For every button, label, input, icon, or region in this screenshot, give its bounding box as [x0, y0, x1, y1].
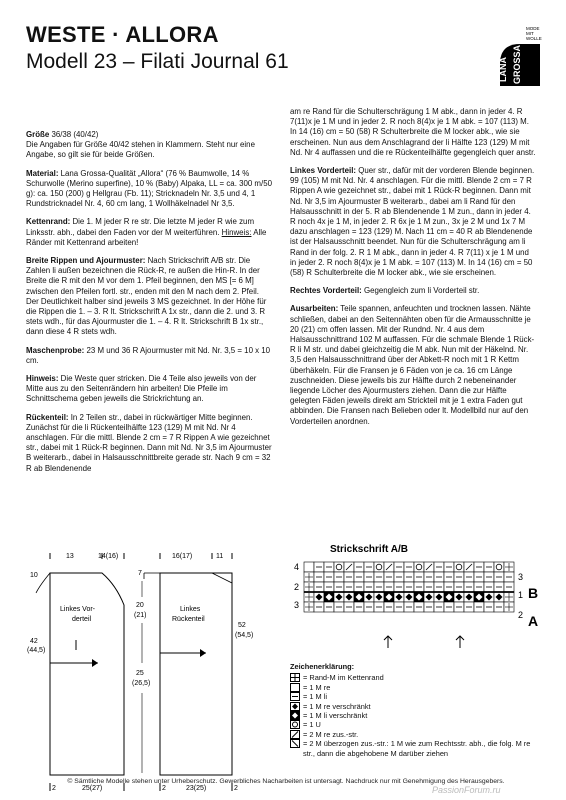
rechtes-vorderteil-label: Rechtes Vorderteil:: [290, 286, 362, 296]
dim-16-17: 16(17): [172, 553, 193, 560]
kettenrand-hinweis-text: Alle Ränder mit Kettenrand arbeiten!: [26, 227, 267, 247]
umschlag-icon: [290, 720, 300, 729]
legend-text: = 1 M re verschränkt: [303, 701, 371, 711]
legend-text: = 1 M li: [303, 692, 328, 702]
page-subtitle: Modell 23 – Filati Journal 61: [26, 50, 289, 73]
legend-text: = 1 M li verschränkt: [303, 711, 368, 721]
row-label-2: 2: [294, 582, 300, 592]
chart-cell: [414, 562, 424, 572]
linkes-vorderteil-text: Quer str., dafür mit der vorderen Blende beginnen. 99 (105) M mit Nd. Nr. 4 anschlagen. Für die mittl. Blende 2 cm = 7 R Rippen A wie gezeichnet str., dabei mit 1 Rück-R beginnen. Dann mit Nd. Nr 3,5 im Ajourmuster B weiterarb., dabei am li Rand für den Halsausschnitt in der 5. R ab Blendenende 1 M zun., dann in jeder 4. R noch 4x je 1 M, in jeder 2. R 6x je 1 M zun., 3x je 2 M und 1x 7 M dazu anschlagen = 123 (129) M. Nach 11 cm = 40 R ab Blendenende ist der Halsausschnitt beendet. Nun für die Schulterschrägung am li Rand in der folg. 2. R 1 M abk., dann in jeder 4. R 7(11) x je 1 M und in jeder 2. R noch 8(4)x je 1 M abk. = 107 (113) M. In 14 (16) cm = 50 (58) R Schulterbreite die M locker abk., wie sie erscheinen.: [290, 166, 535, 278]
row-label-right-1: 1: [518, 590, 524, 600]
groesse-text: Die Angaben für Größe 40/42 stehen in Klammern. Steht nur eine Angabe, so gilt sie für beide Größen.: [26, 140, 255, 160]
groesse-label: Größe: [26, 130, 50, 139]
dim-52: 52: [238, 622, 246, 629]
label-b: B: [528, 585, 539, 601]
rippen-label: Breite Rippen und Ajourmuster:: [26, 256, 146, 266]
rueckenteil-label: Rückenteil:: [26, 412, 69, 422]
legend-text: = 1 U: [303, 720, 321, 730]
dim-11: 11: [216, 553, 224, 560]
rechtes-vorderteil-text: Gegengleich zum li Vorderteil str.: [361, 286, 480, 296]
legend-text: = 2 M re zus.-str.: [303, 729, 359, 739]
dim-10: 10: [30, 572, 38, 579]
legend-item: [290, 692, 540, 701]
copyright-footer: © Sämtliche Modelle stehen unter Urheberschutz. Gewerbliches Nacharbeiten ist untersagt. Nachdruck nur mit Genehmigung des Herausgebers.: [67, 778, 505, 785]
chart-grid: [304, 562, 514, 612]
svg-text:GROSSA: GROSSA: [512, 44, 522, 84]
legend-text: = Rand-M im Kettenrand: [303, 673, 384, 683]
m-li-icon: [290, 692, 300, 701]
kettenrand-text: Die 1. M jeder R re str. Die letzte M jeder R wie zum Linksstr. abh., dabei den Faden vor der M weiterführen.: [26, 217, 255, 237]
dim-42: 42: [30, 638, 38, 645]
lana-grossa-logo: [496, 24, 544, 90]
chart-cell: [374, 562, 384, 572]
dim-23-25: 23(25): [186, 785, 207, 792]
row-label-4: 4: [294, 562, 300, 572]
strickschrift-chart: [290, 540, 540, 660]
dim-bottom-2c: 2: [234, 785, 238, 792]
schnittschema-diagram: [26, 545, 266, 795]
svg-text:WOLLE: WOLLE: [526, 36, 542, 41]
m-li-verschraenkt-icon: [290, 711, 300, 720]
front-label-1: Linkes Vor-: [60, 606, 96, 613]
rand-m-icon: [290, 673, 300, 682]
kettenrand-hinweis-label: Hinweis:: [221, 227, 252, 237]
svg-text:MIT: MIT: [526, 31, 534, 36]
chart-cell: [454, 562, 464, 572]
label-a: A: [528, 613, 539, 629]
dim-bottom-2b: 2: [162, 785, 166, 792]
legend-title: Zeichenerklärung:: [290, 662, 355, 671]
rueckenteil-continued: am re Rand für die Schulterschrägung 1 M abk., dann in jeder 4. R 7(11)x je 1 M und in jeder 2. R noch 8(4)x je 1 M abk. = 107 (113) M. In 14 (16) cm = 50 (58) R Schulterbreite die M locker abk., wie sie erscheinen. Nun aus dem Anschlagrand der li Hälfte 123 (129) M mit Nd. Nr 4 auffassen und die re Rückenteilhälfte gegengleich quer anstr.: [290, 107, 536, 157]
dim-25-27: 25(27): [82, 785, 103, 792]
legend-text: = 1 M re: [303, 682, 331, 692]
legend-item: [290, 720, 540, 729]
row-label-3: 3: [294, 600, 300, 610]
legend-item: [290, 673, 540, 682]
dim-14-16-front: 14(16): [98, 553, 119, 560]
rueckenteil-text: In 2 Teilen str., dabei in rückwärtiger Mitte beginnen. Zunächst für die li Rückenteilhälfte 123 (129) M mit Nd. Nr 4 anschlagen. Für die mittl. Blende 2 cm = 7 R Rippen A wie gezeichnet str., dabei mit 1 Rück-R beginnen. Dann mit Nd. Nr 3,5 im Ajourmuster B weiterarb., dabei in Halsausschnittbreite gerade str. Nach 9 cm = 32 R ab Blendenende: [26, 412, 272, 473]
kettenrand-label: Kettenrand:: [26, 217, 71, 227]
dim-7: 7: [138, 570, 142, 577]
left-column: [26, 130, 272, 482]
m-re-verschraenkt-icon: [290, 702, 300, 711]
back-label-1: Linkes: [180, 606, 201, 613]
legend-item: [290, 711, 540, 720]
legend-item: [290, 702, 540, 711]
chart-cell: [334, 562, 344, 572]
maschenprobe-label: Maschenprobe:: [26, 345, 85, 355]
legend-text: = 2 M überzogen zus.-str.: 1 M wie zum Rechtsstr. abh., die folg. M re str., dann die abgehobene M darüber ziehen: [303, 739, 531, 758]
ausarbeiten-label: Ausarbeiten:: [290, 304, 339, 314]
hinweis-label: Hinweis:: [26, 374, 59, 384]
m-re-icon: [290, 683, 300, 692]
row-label-right-3: 3: [518, 572, 524, 582]
ueberzogen-icon: [290, 739, 300, 748]
svg-text:MODE: MODE: [526, 26, 540, 31]
dim-44-5: (44,5): [27, 647, 46, 654]
right-column: [290, 107, 536, 435]
dim-bottom-2a: 2: [52, 785, 56, 792]
re-zus-icon: [290, 730, 300, 739]
svg-text:LANA: LANA: [498, 57, 508, 82]
groesse-value: 36/38 (40/42): [49, 130, 99, 139]
dim-54-5: (54,5): [235, 632, 254, 639]
dim-13: 13: [66, 553, 74, 560]
row-label-right-2: 2: [518, 610, 524, 620]
maschenprobe-text: 23 M und 36 R Ajourmuster mit Nd. Nr. 3,5 = 10 x 10 cm.: [26, 345, 271, 365]
back-label-2: Rückenteil: [172, 616, 205, 623]
dim-25: 25: [136, 670, 144, 677]
dim-26-5: (26,5): [132, 680, 151, 687]
legend-item: [290, 739, 540, 758]
rippen-text: Nach Strickschrift A/B str. Die Zahlen li außen bezeichnen die Rück-R, re außen die Hin-R. In der Breite die R mit den M vor dem 1. Pfeil beginnen, den MS [= 6 M] zwischen den Pfeilen fortl. str., enden mit den M nach dem 2. Pfeil. Der Deutlichkeit halber sind jeweils 3 MS gezeichnet. In der Höhe für die Rippen die 1. – 3. R lt. Strickschrift A 1x str., dann die 2. und 3. R stets wdh., für das Ajourmuster die 1. – 4. R lt. Strickschrift B 1x str., dann diese 4 R stets wdh.: [26, 256, 267, 337]
linkes-vorderteil-label: Linkes Vorderteil:: [290, 166, 357, 176]
ausarbeiten-text: Teile spannen, anfeuchten und trocknen lassen. Nähte schließen, dabei an den Seitennähten oben für die Armausschnitte je 20 (21) cm offen lassen. Mit der Rundnd. Nr. 4 aus dem Halsausschnittrand 102 M auffassen. Für die schmale Blende 1 Rück-R li M str. und dabei gleichzeitig die M abk. Nun mit der Häkelnd. Nr. 3,5 den Halsausschnittrand über der Abkett-R noch mit 1 R Kettm überhäkeln. Für die Fransen je 6 Fäden von je ca. 16 cm Länge zuschneiden. Diese jeweils bis zur Hälfte durch 2 nebeneinander liegende Löcher des Ajourmusters ziehen. Dann die zur Hälfte gelegten Fäden jeweils direkt am Strickteil mit je 1 extra Faden gut abbinden. Die Fransen nach Belieben oder lt. Modellbild nur auf den Vorderteilen anordnen.: [290, 304, 535, 426]
front-label-2: derteil: [72, 616, 92, 623]
chart-cell: [494, 562, 504, 572]
material-text: Lana Grossa-Qualität „Allora“ (76 % Baumwolle, 14 % Schurwolle (Merino superfine), 10 % (Baby) Alpaka, LL = ca. 300 m/50 g): ca. 150 (200) g Hellgrau (Fb. 11); Stricknadeln Nr. 3,5 und 4, 1 Rundstricknadel Nr. 4, 60 cm lang, 1 Wollhäkelnadel Nr 3,5.: [26, 168, 272, 209]
watermark: PassionForum.ru: [432, 785, 501, 795]
chart-title: Strickschrift A/B: [330, 544, 408, 555]
legend: [290, 662, 540, 758]
hinweis-text: Die Weste quer stricken. Die 4 Teile also jeweils von der Mitte aus zu den Seitenrändern hin arbeiten! Die Pfeile im Schnittschema geben jeweils die Strickrichtung an.: [26, 374, 257, 404]
dim-20: 20: [136, 602, 144, 609]
legend-item: [290, 683, 540, 692]
dim-21: (21): [134, 612, 147, 619]
material-label: Material:: [26, 168, 59, 178]
legend-item: [290, 730, 540, 739]
chart-cell: [304, 562, 314, 572]
page-title: WESTE · ALLORA: [26, 22, 219, 47]
